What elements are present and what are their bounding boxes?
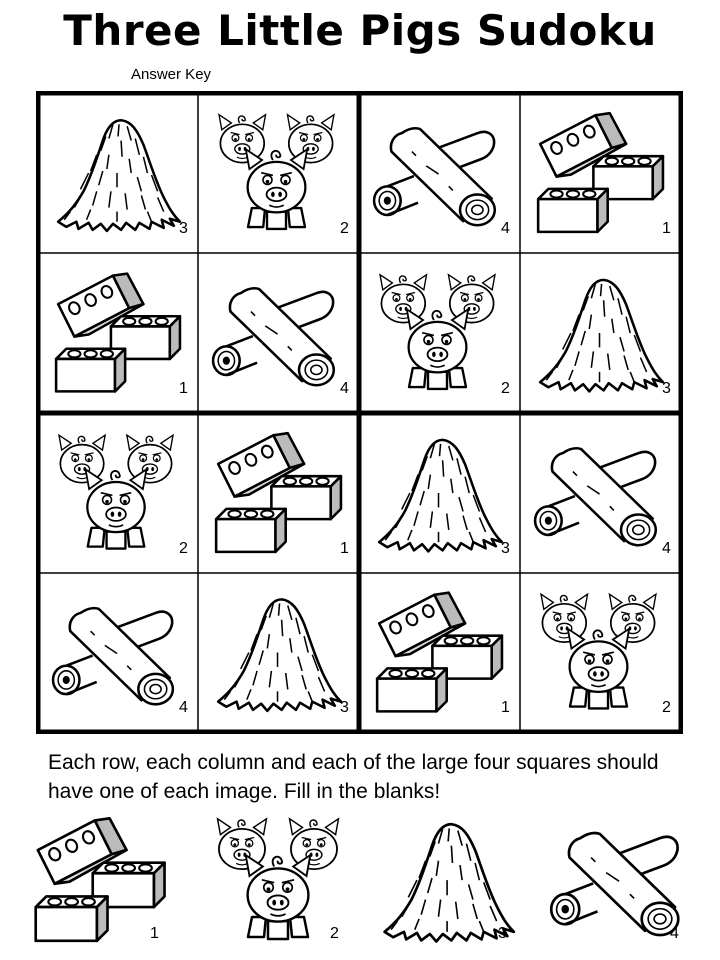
- cell-number: 2: [330, 925, 339, 942]
- cell-number: 3: [340, 699, 349, 716]
- cell-number: 3: [179, 220, 188, 237]
- cell-number: 4: [179, 699, 188, 716]
- cell-number: 1: [179, 380, 188, 397]
- cell-number: 1: [150, 925, 159, 942]
- cell-number: 3: [498, 925, 507, 942]
- sudoku-cell: [218, 819, 339, 942]
- bricks-icon: [36, 818, 165, 940]
- page-title: Three Little Pigs Sudoku: [63, 6, 657, 55]
- sudoku-cell: [36, 818, 165, 942]
- cell-number: 2: [179, 540, 188, 557]
- answer-key-label: Answer Key: [131, 66, 212, 83]
- cell-number: 2: [662, 699, 671, 716]
- sudoku-board: [36, 91, 683, 734]
- cell-number: 2: [340, 220, 349, 237]
- sudoku-cell: [385, 824, 514, 942]
- cell-number: 4: [340, 380, 349, 397]
- instructions-text: Each row, each column and each of the large four squares should have one of each image. Fill in the blanks!: [48, 751, 659, 803]
- cell-number: 4: [670, 925, 679, 942]
- straw-icon: [385, 824, 514, 941]
- sticks-icon: [551, 833, 678, 935]
- image-legend: [0, 812, 720, 952]
- cell-number: 4: [662, 540, 671, 557]
- cell-number: 3: [662, 380, 671, 397]
- cell-number: 2: [501, 380, 510, 397]
- cell-number: 1: [340, 540, 349, 557]
- cell-number: 3: [501, 540, 510, 557]
- sudoku-cell: [551, 833, 679, 942]
- pigs-icon: [218, 819, 339, 939]
- cell-number: 1: [662, 220, 671, 237]
- cell-number: 4: [501, 220, 510, 237]
- cell-number: 1: [501, 699, 510, 716]
